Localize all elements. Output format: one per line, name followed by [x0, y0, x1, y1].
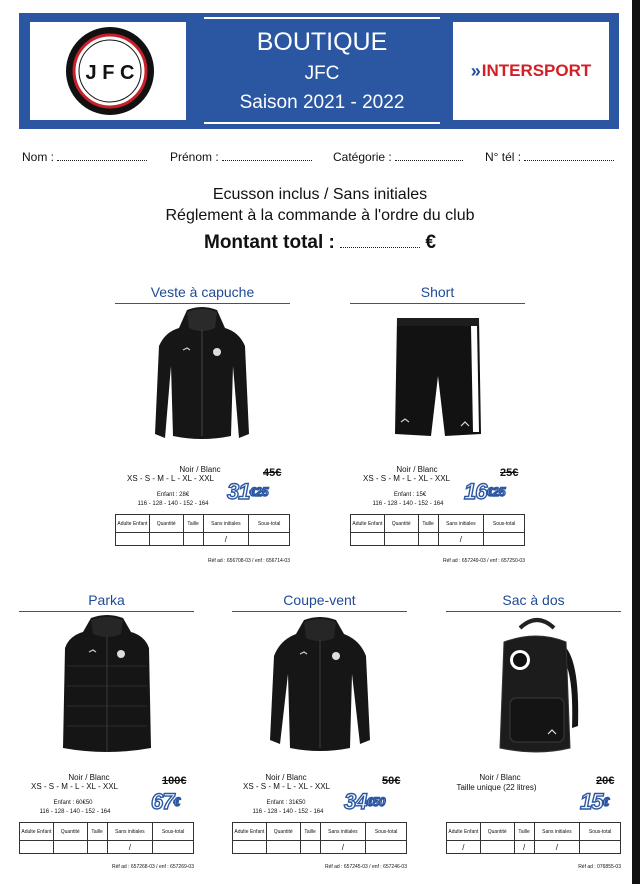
firstname-label: Prénom : — [170, 150, 219, 164]
product-sizes: XS - S - M - L - XL - XXL — [243, 782, 330, 791]
col-quantity: Quantité — [149, 515, 183, 533]
cell-quantity[interactable] — [480, 841, 514, 854]
new-price — [151, 790, 180, 814]
col-adult-child: Adulte Enfant — [116, 515, 150, 533]
product-color: Noir / Blanc — [68, 773, 110, 782]
product-title: Sac à dos — [502, 592, 565, 608]
product-color: Noir / Blanc — [396, 465, 438, 474]
new-price-main: 16 — [464, 479, 487, 504]
cell-subtotal[interactable] — [484, 533, 525, 546]
order-table — [232, 822, 407, 854]
cell-subtotal[interactable] — [249, 533, 290, 546]
new-price — [344, 790, 385, 814]
title-underline — [446, 611, 621, 612]
cell-initials: / — [107, 841, 153, 854]
product-title: Coupe-vent — [283, 592, 356, 608]
col-quantity: Quantité — [266, 823, 300, 841]
col-initials: Sans initiales — [203, 515, 249, 533]
shorts-image — [393, 314, 483, 438]
col-size: Taille — [183, 515, 203, 533]
cell-subtotal[interactable] — [580, 841, 621, 854]
cell-subtotal[interactable] — [366, 841, 407, 854]
cell-initials: / — [203, 533, 249, 546]
header-title-block — [204, 13, 440, 129]
product-reference: Réf ad : 076855-03 — [578, 864, 621, 870]
col-size: Taille — [418, 515, 438, 533]
kid-price: Enfant : 60€50 — [53, 800, 93, 806]
name-field[interactable] — [22, 150, 147, 164]
product-color: Noir / Blanc — [479, 773, 521, 782]
col-size: Taille — [514, 823, 534, 841]
new-price-cents: € — [602, 795, 609, 809]
col-adult-child: Adulte Enfant — [233, 823, 267, 841]
cell-adult-child[interactable] — [351, 533, 385, 546]
cell-initials: / — [320, 841, 366, 854]
col-size: Taille — [300, 823, 320, 841]
kid-sizes: 116 - 128 - 140 - 152 - 164 — [39, 809, 111, 815]
cell-subtotal[interactable] — [153, 841, 194, 854]
cell-quantity[interactable] — [149, 533, 183, 546]
product-reference: Réf ad : 656708-03 / enf : 656714-03 — [207, 558, 290, 564]
product-short — [350, 284, 525, 574]
col-quantity: Quantité — [53, 823, 87, 841]
order-table — [19, 822, 194, 854]
product-title: Parka — [88, 592, 125, 608]
total-input-line[interactable] — [340, 235, 420, 248]
col-initials: Sans initiales — [320, 823, 366, 841]
product-color: Noir / Blanc — [265, 773, 307, 782]
cell-size[interactable] — [87, 841, 107, 854]
firstname-input-line[interactable] — [222, 150, 312, 161]
kid-sizes: 116 - 128 - 140 - 152 - 164 — [372, 501, 444, 507]
sponsor-name: INTERSPORT — [481, 61, 592, 80]
category-label: Catégorie : — [333, 150, 392, 164]
cell-quantity[interactable] — [53, 841, 87, 854]
title-underline — [232, 611, 407, 612]
product-sizes: XS - S - M - L - XL - XXL — [363, 474, 450, 483]
notice-crest: Ecusson inclus / Sans initiales — [212, 186, 428, 203]
page-subtitle: JFC — [304, 63, 340, 84]
product-title: Short — [420, 284, 455, 300]
product-sizes: XS - S - M - L - XL - XXL — [31, 782, 118, 791]
product-sizes: XS - S - M - L - XL - XXL — [127, 474, 214, 483]
product-sizes: Taille unique (22 litres) — [456, 783, 537, 792]
col-initials: Sans initiales — [534, 823, 580, 841]
cell-size[interactable] — [183, 533, 203, 546]
new-price-cents: €50 — [366, 795, 386, 809]
old-price: 50€ — [382, 775, 401, 787]
category-field[interactable] — [333, 150, 463, 164]
new-price-main: 31 — [227, 479, 250, 504]
order-table — [350, 514, 525, 546]
cell-adult-child: / — [447, 841, 481, 854]
product-reference: Réf ad : 657249-03 / enf : 657250-03 — [442, 558, 525, 564]
phone-label: N° tél : — [485, 150, 522, 164]
product-veste — [115, 284, 290, 574]
product-parka — [19, 592, 194, 882]
old-price: 25€ — [500, 467, 519, 479]
col-subtotal: Sous-total — [153, 823, 194, 841]
new-price-cents: €25 — [486, 485, 506, 499]
cell-size[interactable] — [418, 533, 438, 546]
order-table — [115, 514, 290, 546]
new-price-cents: € — [173, 795, 180, 809]
hoodie-image — [153, 306, 251, 450]
club-crest-icon — [64, 25, 156, 117]
col-quantity: Quantité — [384, 515, 418, 533]
col-initials: Sans initiales — [107, 823, 153, 841]
title-underline — [115, 303, 290, 304]
club-logo-box — [30, 22, 186, 120]
kid-price: Enfant : 28€ — [156, 492, 190, 498]
col-adult-child: Adulte Enfant — [351, 515, 385, 533]
category-input-line[interactable] — [395, 150, 463, 161]
name-input-line[interactable] — [57, 150, 147, 161]
cell-quantity[interactable] — [384, 533, 418, 546]
product-reference: Réf ad : 657245-03 / enf : 657246-03 — [324, 864, 407, 870]
customer-fields — [22, 150, 622, 166]
cell-adult-child[interactable] — [20, 841, 54, 854]
col-subtotal: Sous-total — [484, 515, 525, 533]
cell-quantity[interactable] — [266, 841, 300, 854]
season-label: Saison 2021 - 2022 — [239, 92, 405, 113]
sponsor-mark-icon: » — [470, 60, 481, 81]
parka-image — [61, 614, 153, 758]
new-price — [580, 790, 609, 814]
title-underline — [350, 303, 525, 304]
cell-initials: / — [534, 841, 580, 854]
col-adult-child: Adulte Enfant — [447, 823, 481, 841]
new-price — [464, 480, 505, 504]
backpack-image — [490, 616, 584, 756]
phone-field[interactable] — [485, 150, 614, 164]
new-price-cents: €25 — [249, 485, 269, 499]
sponsor-logo-box — [453, 22, 609, 120]
product-sac-a-dos — [446, 592, 621, 882]
total-label: Montant total : — [204, 232, 335, 253]
cell-size: / — [514, 841, 534, 854]
cell-adult-child[interactable] — [116, 533, 150, 546]
kid-price: Enfant : 31€50 — [266, 800, 306, 806]
col-subtotal: Sous-total — [249, 515, 290, 533]
sponsor-logo — [453, 22, 609, 120]
notice-payment: Réglement à la commande à l'ordre du club — [165, 207, 475, 224]
old-price: 100€ — [162, 775, 187, 787]
old-price: 45€ — [263, 467, 282, 479]
order-table — [446, 822, 621, 854]
right-edge-strip — [632, 0, 640, 884]
cell-adult-child[interactable] — [233, 841, 267, 854]
kid-price: Enfant : 15€ — [393, 492, 427, 498]
kid-sizes: 116 - 128 - 140 - 152 - 164 — [252, 809, 324, 815]
currency-symbol: € — [425, 232, 436, 253]
kid-sizes: 116 - 128 - 140 - 152 - 164 — [137, 501, 209, 507]
new-price-main: 67 — [151, 789, 174, 814]
page-title: BOUTIQUE — [256, 28, 388, 56]
col-initials: Sans initiales — [438, 515, 484, 533]
header-banner — [19, 13, 619, 129]
club-logo-letters: J F C — [85, 62, 135, 84]
cell-size[interactable] — [300, 841, 320, 854]
new-price-main: 34 — [344, 789, 367, 814]
product-title: Veste à capuche — [150, 284, 255, 300]
firstname-field[interactable] — [170, 150, 312, 164]
header-top-rule — [204, 17, 440, 19]
title-underline — [19, 611, 194, 612]
col-adult-child: Adulte Enfant — [20, 823, 54, 841]
col-subtotal: Sous-total — [366, 823, 407, 841]
col-subtotal: Sous-total — [580, 823, 621, 841]
col-quantity: Quantité — [480, 823, 514, 841]
windbreaker-image — [268, 616, 372, 756]
total-amount-row — [0, 232, 640, 254]
name-label: Nom : — [22, 150, 55, 164]
new-price — [227, 480, 268, 504]
col-size: Taille — [87, 823, 107, 841]
cell-initials: / — [438, 533, 484, 546]
product-color: Noir / Blanc — [179, 465, 221, 474]
phone-input-line[interactable] — [524, 150, 614, 161]
old-price: 20€ — [596, 775, 615, 787]
header-bottom-rule — [204, 122, 440, 124]
product-coupe-vent — [232, 592, 407, 882]
product-reference: Réf ad : 657268-03 / enf : 657269-03 — [111, 864, 194, 870]
new-price-main: 15 — [580, 789, 603, 814]
